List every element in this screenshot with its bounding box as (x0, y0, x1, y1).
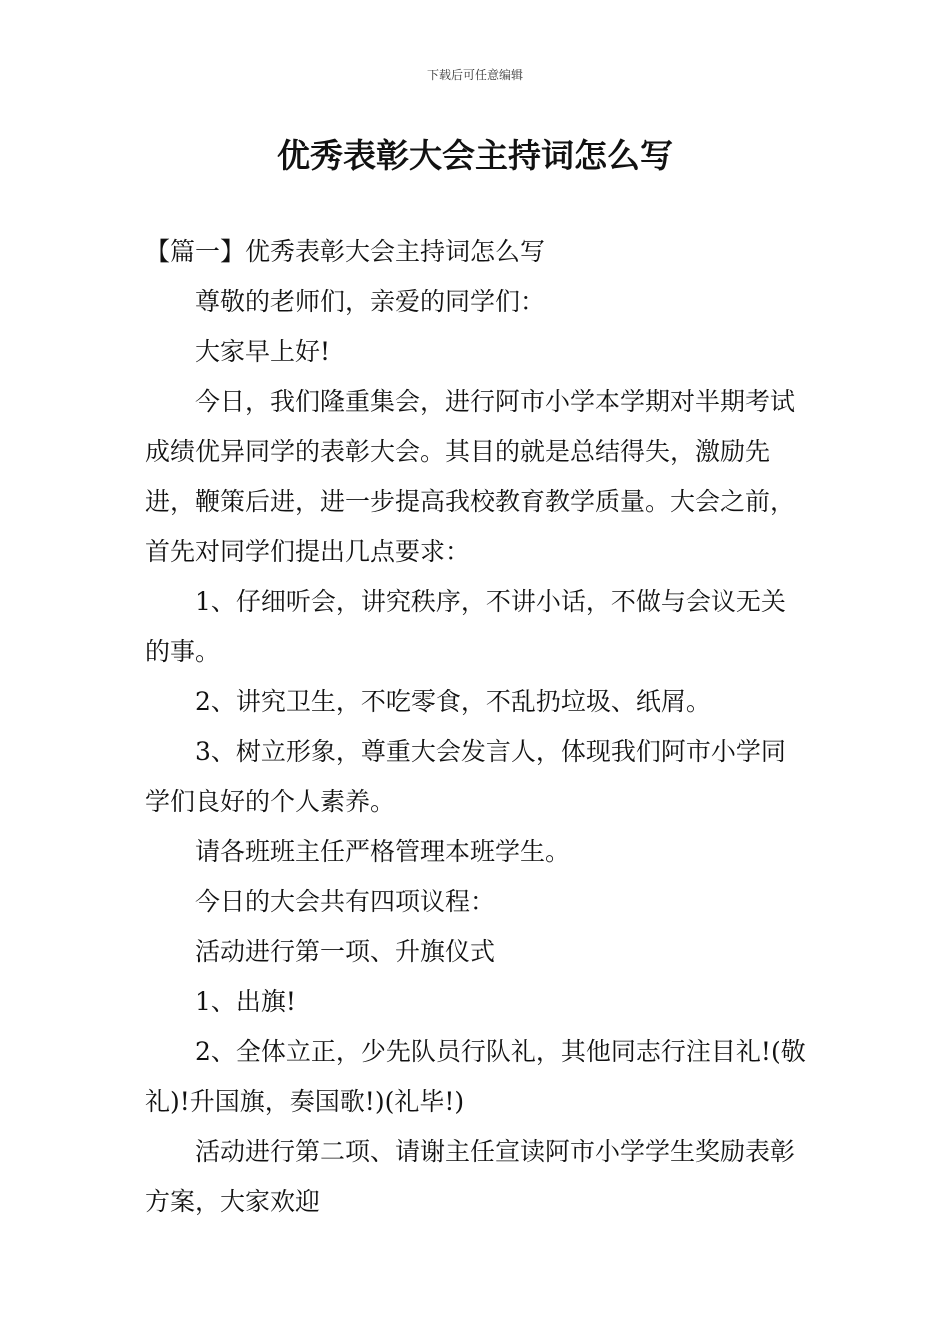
paragraph: 请各班班主任严格管理本班学生。 (195, 837, 571, 866)
paragraph: 2、讲究卫生，不吃零食，不乱扔垃圾、纸屑。 (195, 687, 711, 716)
section-heading: 【篇一】优秀表彰大会主持词怎么写 (145, 237, 546, 266)
paragraph: 大家早上好! (195, 337, 331, 366)
paragraph: 1、仔细听会，讲究秩序，不讲小话，不做与会议无关的事。 (145, 587, 786, 666)
paragraph: 2、全体立正，少先队员行队礼，其他同志行注目礼!(敬礼)!升国旗，奏国歌!)(礼毕!) (145, 1037, 806, 1116)
paragraph: 今日，我们隆重集会，进行阿市小学本学期对半期考试成绩优异同学的表彰大会。其目的就是总结得失，激励先进，鞭策后进，进一步提高我校教育教学质量。大会之前，首先对同学们提出几点要求： (145, 387, 796, 566)
paragraph: 活动进行第一项、升旗仪式 (195, 937, 496, 966)
paragraph: 尊敬的老师们，亲爱的同学们： (195, 287, 546, 316)
paragraph: 今日的大会共有四项议程： (195, 887, 496, 916)
page-header-note: 下载后可任意编辑 (426, 68, 523, 82)
document-title: 优秀表彰大会主持词怎么写 (277, 136, 673, 175)
paragraph: 1、出旗! (195, 987, 296, 1016)
document-body (145, 227, 810, 1227)
paragraph: 3、树立形象，尊重大会发言人，体现我们阿市小学同学们良好的个人素养。 (145, 737, 786, 816)
paragraph: 活动进行第二项、请谢主任宣读阿市小学学生奖励表彰方案，大家欢迎 (145, 1137, 796, 1216)
